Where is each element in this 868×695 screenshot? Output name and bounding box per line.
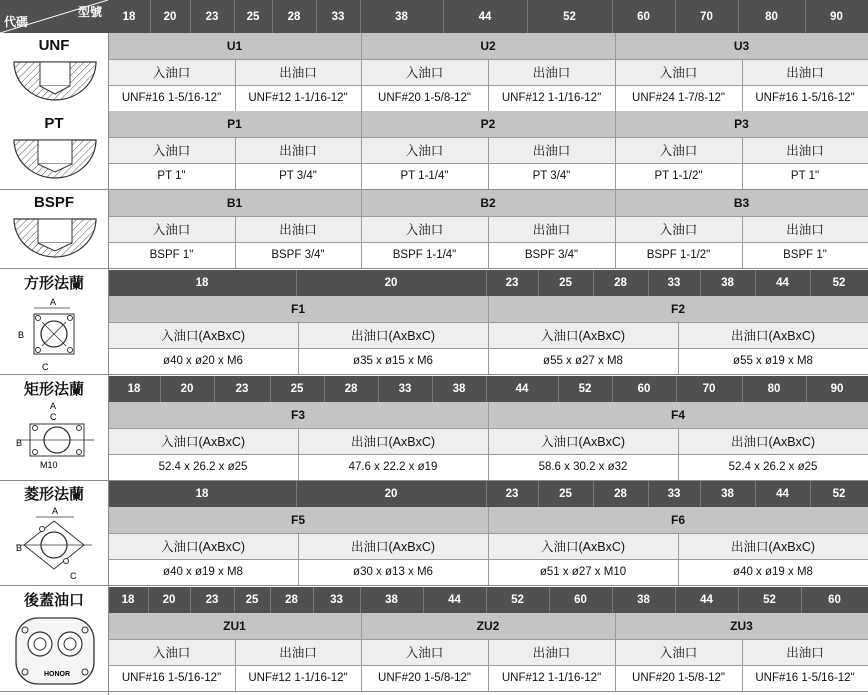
table-corner-header	[0, 0, 108, 33]
inlet-label: 入油口	[615, 137, 742, 163]
model-number-header: 90	[805, 0, 868, 33]
grid-line	[190, 0, 191, 33]
grid-line	[538, 481, 539, 507]
group-title: P2	[361, 111, 615, 137]
grid-line	[0, 374, 868, 375]
model-number-header: 28	[324, 376, 378, 402]
grid-line	[486, 587, 487, 613]
grid-line	[108, 665, 868, 666]
grid-line	[361, 613, 362, 691]
grid-line	[108, 454, 868, 455]
grid-line	[108, 428, 868, 429]
model-number-header: 23	[190, 0, 234, 33]
grid-line	[108, 322, 868, 323]
model-number-header: 90	[806, 376, 868, 402]
grid-line	[108, 348, 868, 349]
model-number-header: 28	[272, 0, 316, 33]
model-number-header: 18	[108, 376, 160, 402]
grid-line	[361, 33, 362, 111]
diamond-flange-diagram	[14, 505, 94, 583]
model-number-header: 52	[558, 376, 612, 402]
outlet-label: 出油口(AxBxC)	[298, 428, 488, 454]
inlet-value: ø40 x ø20 x M6	[108, 348, 298, 374]
grid-line	[801, 587, 802, 613]
model-number-header: 52	[810, 481, 868, 507]
model-number-header: 18	[108, 587, 148, 613]
grid-line	[486, 481, 487, 507]
outlet-value: PT 1"	[742, 163, 868, 189]
outlet-value: ø30 x ø13 x M6	[298, 559, 488, 585]
model-number-header: 38	[700, 481, 755, 507]
inlet-label: 入油口(AxBxC)	[108, 533, 298, 559]
outlet-label: 出油口(AxBxC)	[678, 533, 868, 559]
grid-line	[0, 691, 868, 692]
outlet-label: 出油口	[742, 137, 868, 163]
model-number-header: 18	[108, 481, 296, 507]
grid-line	[324, 376, 325, 402]
grid-line	[296, 481, 297, 507]
inlet-value: PT 1-1/2"	[615, 163, 742, 189]
group-title: U2	[361, 33, 615, 59]
grid-line	[108, 216, 868, 217]
model-number-header: 23	[190, 587, 234, 613]
grid-line	[360, 587, 361, 613]
model-number-header: 38	[612, 587, 675, 613]
inlet-value: BSPF 1-1/4"	[361, 242, 488, 268]
inlet-label: 入油口(AxBxC)	[108, 322, 298, 348]
model-number-header: 80	[738, 0, 805, 33]
svg-text:A: A	[52, 506, 59, 516]
group-title: U3	[615, 33, 868, 59]
inlet-label: 入油口(AxBxC)	[488, 533, 678, 559]
group-title: F2	[488, 296, 868, 322]
model-number-header: 70	[675, 0, 738, 33]
outlet-label: 出油口	[235, 59, 361, 85]
outlet-label: 出油口	[235, 137, 361, 163]
model-number-header: 60	[549, 587, 612, 613]
grid-line	[488, 507, 489, 585]
grid-line	[316, 0, 317, 33]
grid-line	[150, 0, 151, 33]
model-number-header: 44	[423, 587, 486, 613]
outlet-label: 出油口	[488, 137, 615, 163]
corner-label-model: 型號	[77, 5, 102, 19]
group-title: F1	[108, 296, 488, 322]
grid-line	[675, 0, 676, 33]
grid-line	[0, 268, 868, 269]
svg-text:B: B	[16, 438, 23, 448]
model-number-header: 38	[432, 376, 486, 402]
grid-line	[272, 0, 273, 33]
model-number-header: 38	[700, 270, 755, 296]
grid-line	[615, 111, 616, 189]
model-number-header: 28	[593, 481, 648, 507]
model-number-header: 33	[316, 0, 360, 33]
section-label-square-flange: 方形法蘭	[0, 270, 108, 294]
grid-line	[615, 613, 616, 691]
model-number-header: 23	[214, 376, 270, 402]
grid-line	[488, 296, 489, 374]
inlet-value: ø51 x ø27 x M10	[488, 559, 678, 585]
inlet-value: ø55 x ø27 x M8	[488, 348, 678, 374]
inlet-value: UNF#24 1-7/8-12"	[615, 85, 742, 111]
inlet-label: 入油口(AxBxC)	[488, 428, 678, 454]
outlet-label: 出油口(AxBxC)	[298, 533, 488, 559]
grid-line	[108, 242, 868, 243]
inlet-value: BSPF 1-1/2"	[615, 242, 742, 268]
inlet-label: 入油口	[361, 137, 488, 163]
square-flange-diagram	[14, 296, 94, 376]
group-title: F4	[488, 402, 868, 428]
svg-text:B: B	[16, 543, 23, 553]
outlet-value: UNF#16 1-5/16-12"	[742, 85, 868, 111]
grid-line	[443, 0, 444, 33]
grid-line	[675, 587, 676, 613]
inlet-value: BSPF 1"	[108, 242, 235, 268]
model-number-header: 44	[755, 270, 810, 296]
grid-line	[700, 481, 701, 507]
grid-line	[148, 587, 149, 613]
outlet-value: UNF#12 1-1/16-12"	[235, 85, 361, 111]
group-title: B2	[361, 190, 615, 216]
inlet-value: UNF#20 1-5/8-12"	[361, 85, 488, 111]
svg-text:A: A	[50, 297, 57, 307]
svg-text:C: C	[50, 412, 57, 422]
grid-line	[360, 0, 361, 33]
rear-cover-icon	[14, 614, 96, 690]
grid-line	[313, 587, 314, 613]
inlet-label: 入油口	[615, 59, 742, 85]
inlet-label: 入油口(AxBxC)	[108, 428, 298, 454]
grid-line	[755, 270, 756, 296]
model-number-header: 52	[527, 0, 612, 33]
model-number-header: 20	[148, 587, 190, 613]
model-number-header: 33	[378, 376, 432, 402]
grid-line	[755, 481, 756, 507]
grid-line	[108, 639, 868, 640]
model-number-header: 28	[593, 270, 648, 296]
svg-text:C: C	[42, 362, 49, 372]
grid-line	[648, 270, 649, 296]
model-number-header: 33	[648, 270, 700, 296]
grid-line	[0, 585, 868, 586]
model-number-header: 33	[313, 587, 360, 613]
grid-line	[361, 111, 362, 189]
model-number-header: 18	[108, 0, 150, 33]
grid-line	[810, 481, 811, 507]
inlet-value: UNF#20 1-5/8-12"	[361, 665, 488, 691]
outlet-value: ø35 x ø15 x M6	[298, 348, 488, 374]
grid-line	[234, 587, 235, 613]
outlet-value: 47.6 x 22.2 x ø19	[298, 454, 488, 480]
model-number-header: 44	[443, 0, 527, 33]
grid-line	[486, 270, 487, 296]
model-number-header: 60	[612, 0, 675, 33]
group-title: ZU2	[361, 613, 615, 639]
model-number-header: 44	[675, 587, 738, 613]
pt-port-icon	[10, 136, 102, 182]
grid-line	[160, 376, 161, 402]
svg-text:C: C	[70, 571, 77, 581]
outlet-label: 出油口	[742, 216, 868, 242]
grid-line	[108, 163, 868, 164]
inlet-label: 入油口	[108, 216, 235, 242]
model-number-header: 25	[270, 376, 324, 402]
grid-line	[805, 0, 806, 33]
grid-line	[108, 559, 868, 560]
svg-text:M10: M10	[40, 460, 58, 470]
group-title: F6	[488, 507, 868, 533]
inlet-label: 入油口	[615, 639, 742, 665]
group-title: ZU1	[108, 613, 361, 639]
outlet-value: BSPF 3/4"	[235, 242, 361, 268]
inlet-label: 入油口	[615, 216, 742, 242]
grid-line	[738, 587, 739, 613]
grid-line	[108, 59, 868, 60]
inlet-value: 58.6 x 30.2 x ø32	[488, 454, 678, 480]
inlet-label: 入油口	[361, 59, 488, 85]
model-number-header: 52	[810, 270, 868, 296]
section-label-diamond-flange: 菱形法蘭	[0, 481, 108, 505]
model-number-header: 23	[486, 481, 538, 507]
outlet-value: UNF#12 1-1/16-12"	[235, 665, 361, 691]
outlet-value: PT 3/4"	[235, 163, 361, 189]
outlet-label: 出油口	[235, 639, 361, 665]
model-number-header: 44	[755, 481, 810, 507]
outlet-value: ø55 x ø19 x M8	[678, 348, 868, 374]
inlet-value: UNF#16 1-5/16-12"	[108, 665, 235, 691]
grid-line	[593, 270, 594, 296]
model-number-header: 20	[150, 0, 190, 33]
svg-text:A: A	[50, 401, 57, 411]
grid-line	[432, 376, 433, 402]
grid-line	[361, 190, 362, 268]
model-number-header: 52	[486, 587, 549, 613]
inlet-value: 52.4 x 26.2 x ø25	[108, 454, 298, 480]
grid-line	[108, 33, 109, 695]
outlet-label: 出油口	[488, 639, 615, 665]
grid-line	[648, 481, 649, 507]
group-title: P3	[615, 111, 868, 137]
grid-line	[615, 33, 616, 111]
grid-line	[549, 587, 550, 613]
corner-label-code: 代碼	[4, 15, 29, 29]
svg-text:HONOR: HONOR	[44, 671, 71, 678]
outlet-label: 出油口(AxBxC)	[678, 428, 868, 454]
grid-line	[742, 376, 743, 402]
group-title: B3	[615, 190, 868, 216]
model-number-header: 28	[270, 587, 313, 613]
model-number-header: 25	[538, 270, 593, 296]
grid-line	[700, 270, 701, 296]
group-title: U1	[108, 33, 361, 59]
inlet-label: 入油口	[108, 59, 235, 85]
outlet-label: 出油口	[742, 59, 868, 85]
inlet-value: PT 1-1/4"	[361, 163, 488, 189]
grid-line	[612, 376, 613, 402]
outlet-label: 出油口	[488, 216, 615, 242]
outlet-value: BSPF 1"	[742, 242, 868, 268]
model-number-header: 23	[486, 270, 538, 296]
grid-line	[378, 376, 379, 402]
grid-line	[612, 0, 613, 33]
outlet-value: PT 3/4"	[488, 163, 615, 189]
grid-line	[296, 270, 297, 296]
outlet-value: BSPF 3/4"	[488, 242, 615, 268]
outlet-value: ø40 x ø19 x M8	[678, 559, 868, 585]
group-title: P1	[108, 111, 361, 137]
inlet-value: UNF#20 1-5/8-12"	[615, 665, 742, 691]
model-number-header: 38	[360, 0, 443, 33]
model-number-header: 80	[742, 376, 806, 402]
grid-line	[676, 376, 677, 402]
model-number-header: 25	[234, 0, 272, 33]
section-label-rear-cover: 後蓋油口	[0, 587, 108, 611]
section-label-unf: UNF	[0, 33, 108, 57]
unf-port-icon	[10, 58, 102, 104]
grid-line	[488, 402, 489, 480]
grid-line	[190, 587, 191, 613]
model-number-header: 20	[296, 270, 486, 296]
bspf-port-icon	[10, 215, 102, 261]
inlet-label: 入油口	[361, 216, 488, 242]
model-number-header: 38	[360, 587, 423, 613]
grid-line	[486, 376, 487, 402]
section-label-rect-flange: 矩形法蘭	[0, 376, 108, 400]
outlet-label: 出油口	[235, 216, 361, 242]
inlet-label: 入油口	[361, 639, 488, 665]
inlet-value: UNF#16 1-5/16-12"	[108, 85, 235, 111]
model-number-header: 25	[234, 587, 270, 613]
grid-line	[593, 481, 594, 507]
outlet-label: 出油口	[488, 59, 615, 85]
section-label-bspf: BSPF	[0, 190, 108, 214]
outlet-value: UNF#16 1-5/16-12"	[742, 665, 868, 691]
svg-text:B: B	[18, 330, 25, 340]
outlet-label: 出油口	[742, 639, 868, 665]
grid-line	[270, 376, 271, 402]
grid-line	[538, 270, 539, 296]
model-number-header: 20	[160, 376, 214, 402]
grid-line	[108, 85, 868, 86]
grid-line	[423, 587, 424, 613]
outlet-label: 出油口(AxBxC)	[298, 322, 488, 348]
group-title: F3	[108, 402, 488, 428]
outlet-label: 出油口(AxBxC)	[678, 322, 868, 348]
inlet-value: PT 1"	[108, 163, 235, 189]
group-title: B1	[108, 190, 361, 216]
model-number-header: 25	[538, 481, 593, 507]
grid-line	[810, 270, 811, 296]
grid-line	[558, 376, 559, 402]
group-title: ZU3	[615, 613, 868, 639]
model-number-header: 20	[296, 481, 486, 507]
model-number-header: 60	[612, 376, 676, 402]
grid-line	[612, 587, 613, 613]
grid-line	[615, 190, 616, 268]
grid-line	[527, 0, 528, 33]
model-number-header: 52	[738, 587, 801, 613]
inlet-label: 入油口	[108, 137, 235, 163]
outlet-value: UNF#12 1-1/16-12"	[488, 85, 615, 111]
outlet-value: 52.4 x 26.2 x ø25	[678, 454, 868, 480]
grid-line	[270, 587, 271, 613]
grid-line	[108, 137, 868, 138]
grid-line	[806, 376, 807, 402]
grid-line	[214, 376, 215, 402]
inlet-label: 入油口	[108, 639, 235, 665]
model-number-header: 33	[648, 481, 700, 507]
outlet-value: UNF#12 1-1/16-12"	[488, 665, 615, 691]
section-label-pt: PT	[0, 111, 108, 135]
model-number-header: 44	[486, 376, 558, 402]
inlet-value: ø40 x ø19 x M8	[108, 559, 298, 585]
grid-line	[738, 0, 739, 33]
model-number-header: 70	[676, 376, 742, 402]
group-title: F5	[108, 507, 488, 533]
inlet-label: 入油口(AxBxC)	[488, 322, 678, 348]
model-number-header: 60	[801, 587, 868, 613]
model-number-header: 18	[108, 270, 296, 296]
grid-line	[234, 0, 235, 33]
rect-flange-diagram	[14, 400, 94, 472]
grid-line	[108, 533, 868, 534]
